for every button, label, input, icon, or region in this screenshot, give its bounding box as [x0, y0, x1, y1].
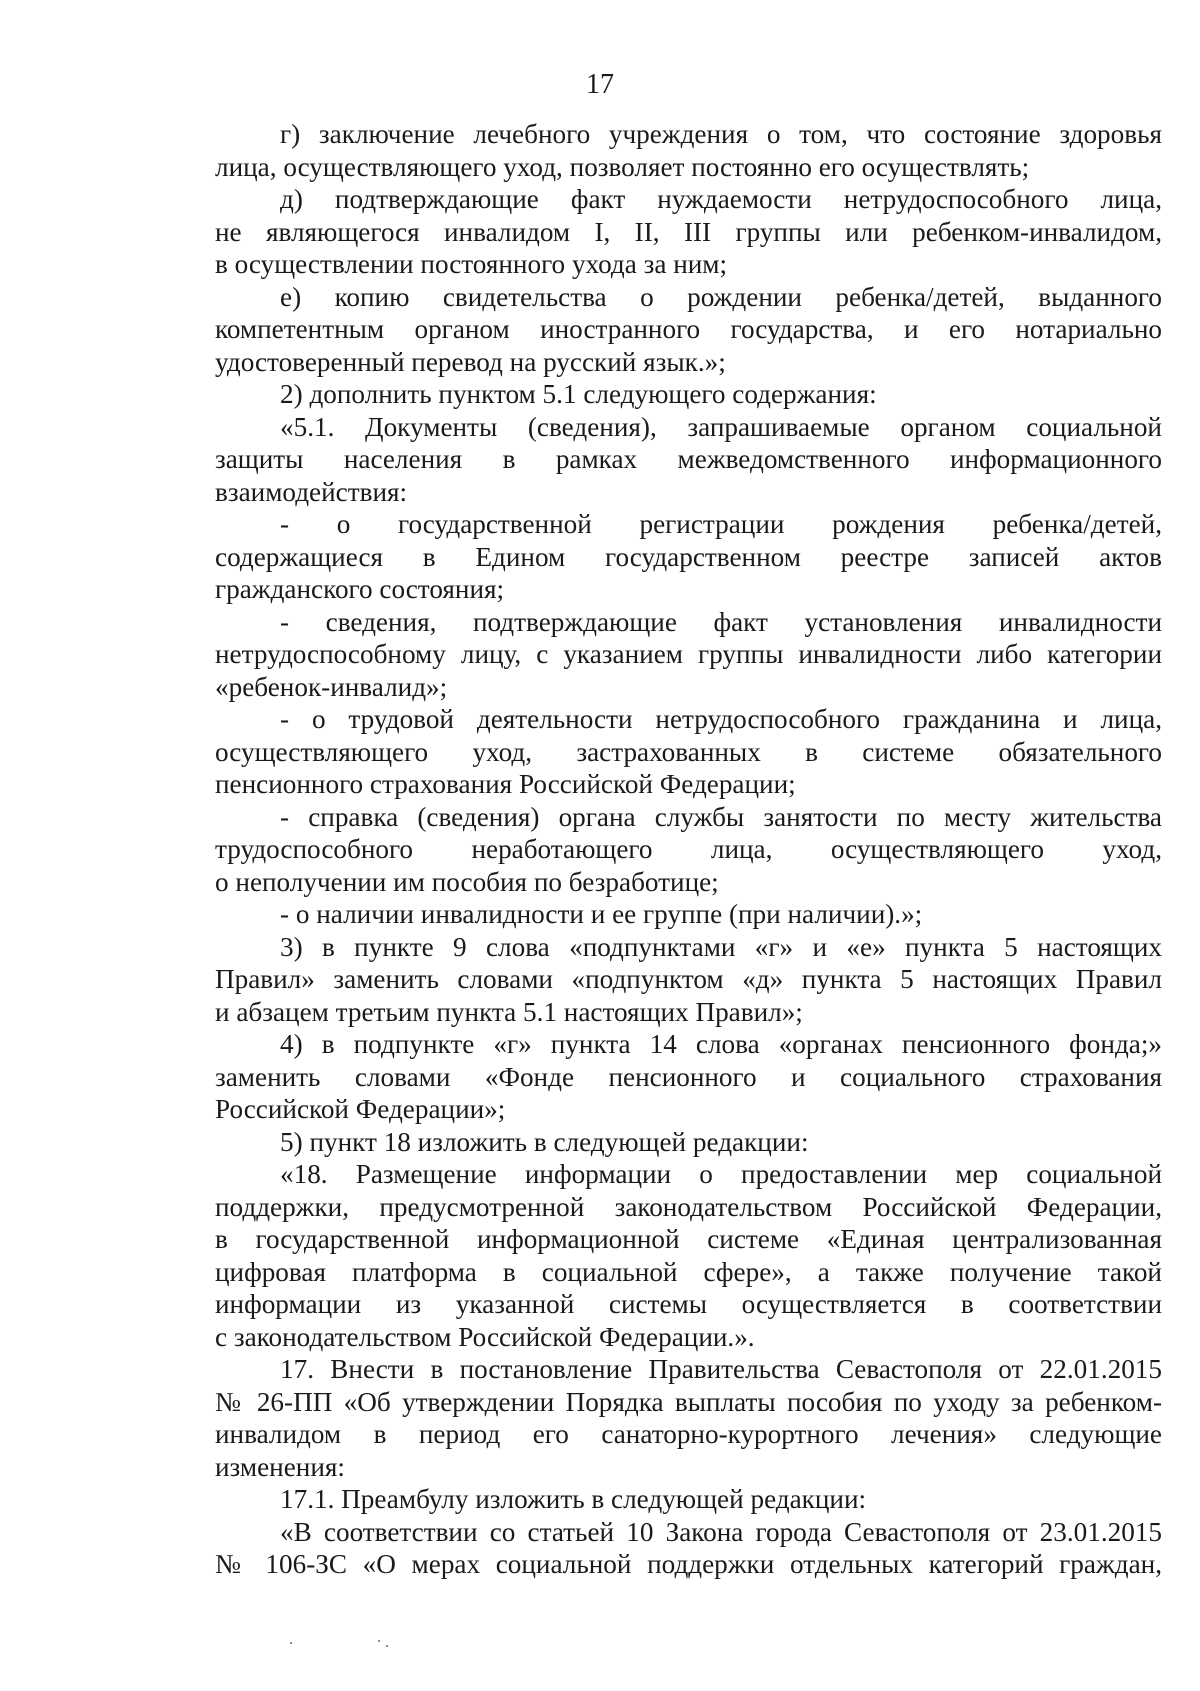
- text-line: 2) дополнить пунктом 5.1 следующего содержания:: [280, 379, 877, 409]
- text-line: г) заключение лечебного учреждения о том, что состояние здоровья: [280, 119, 1162, 149]
- paragraph: [215, 1516, 1162, 1581]
- text-line: в осуществлении постоянного ухода за ним;: [215, 249, 728, 279]
- text-line: поддержки, предусмотренной законодательством Российской Федерации,: [215, 1191, 1162, 1222]
- paragraph: [215, 118, 1162, 183]
- text-line: защиты населения в рамках межведомственного информационного: [215, 444, 1162, 474]
- text-line: - сведения, подтверждающие факт установления инвалидности: [280, 606, 1162, 637]
- text-line: 17.1. Преамбулу изложить в следующей редакции:: [280, 1484, 867, 1514]
- paragraph: [215, 703, 1162, 801]
- text-line: содержащиеся в Едином государственном реестре записей актов: [215, 541, 1162, 572]
- text-line: с законодательством Российской Федерации.».: [215, 1321, 755, 1352]
- text-line: «18. Размещение информации о предоставлении мер социальной: [280, 1159, 1162, 1189]
- paragraph: [215, 801, 1162, 899]
- text-line: гражданского состояния;: [215, 574, 505, 604]
- text-line: в государственной информационной системе «Единая централизованная: [215, 1224, 1162, 1254]
- text-line: компетентным органом иностранного государства, и его нотариально: [215, 314, 1162, 344]
- paragraph: [215, 183, 1162, 281]
- text-line: е) копию свидетельства о рождении ребенка/детей, выданного: [280, 281, 1162, 312]
- text-line: «ребенок-инвалид»;: [215, 671, 448, 702]
- page-number: 17: [586, 69, 614, 100]
- text-line: инвалидом в период его санаторно-курортного лечения» следующие: [215, 1419, 1162, 1449]
- text-line: цифровая платформа в социальной сфере», а также получение такой: [215, 1256, 1162, 1287]
- paragraph: [215, 898, 1162, 931]
- text-line: Правил» заменить словами «подпунктом «д» пункта 5 настоящих Правил: [215, 964, 1162, 994]
- document-body: [215, 118, 1162, 1581]
- text-line: № 26-ПП «Об утверждении Порядка выплаты пособия по уходу за ребенком-: [215, 1386, 1162, 1417]
- text-line: осуществляющего уход, застрахованных в системе обязательного: [215, 736, 1162, 767]
- text-line: и абзацем третьим пункта 5.1 настоящих Правил»;: [215, 996, 803, 1027]
- scan-artifact: [290, 1640, 420, 1648]
- text-line: Российской Федерации»;: [215, 1094, 506, 1124]
- text-line: - о наличии инвалидности и ее группе (при наличии).»;: [280, 899, 923, 929]
- text-line: - о трудовой деятельности нетрудоспособного гражданина и лица,: [280, 704, 1162, 734]
- paragraph: [215, 1483, 1162, 1516]
- text-line: нетрудоспособному лицу, с указанием группы инвалидности либо категории: [215, 639, 1162, 669]
- paragraph: [215, 1028, 1162, 1126]
- text-line: пенсионного страхования Российской Федерации;: [215, 769, 796, 799]
- text-line: трудоспособного неработающего лица, осуществляющего уход,: [215, 834, 1162, 864]
- text-line: - о государственной регистрации рождения ребенка/детей,: [280, 509, 1162, 539]
- text-line: д) подтверждающие факт нуждаемости нетрудоспособного лица,: [280, 184, 1162, 214]
- text-line: информации из указанной системы осуществляется в соответствии: [215, 1289, 1162, 1319]
- text-line: лица, осуществляющего уход, позволяет постоянно его осуществлять;: [215, 151, 1030, 182]
- text-line: 3) в пункте 9 слова «подпунктами «г» и «е» пункта 5 настоящих: [280, 931, 1162, 962]
- text-line: № 106-ЗС «О мерах социальной поддержки отдельных категорий граждан,: [215, 1549, 1162, 1579]
- paragraph: [215, 508, 1162, 606]
- paragraph: [215, 281, 1162, 379]
- text-line: удостоверенный перевод на русский язык.»;: [215, 346, 726, 377]
- text-line: не являющегося инвалидом I, II, III группы или ребенком-инвалидом,: [215, 216, 1162, 247]
- text-line: взаимодействия:: [215, 476, 408, 507]
- text-line: 17. Внести в постановление Правительства Севастополя от 22.01.2015: [280, 1354, 1162, 1384]
- paragraph: [215, 1126, 1162, 1159]
- text-line: - справка (сведения) органа службы занятости по месту жительства: [280, 801, 1162, 832]
- paragraph: [215, 1158, 1162, 1353]
- text-line: о неполучении им пособия по безработице;: [215, 866, 719, 897]
- text-line: «5.1. Документы (сведения), запрашиваемые органом социальной: [280, 411, 1162, 442]
- paragraph: [215, 606, 1162, 704]
- paragraph: [215, 1353, 1162, 1483]
- paragraph: [215, 411, 1162, 509]
- text-line: изменения:: [215, 1451, 345, 1482]
- text-line: заменить словами «Фонде пенсионного и социального страхования: [215, 1061, 1162, 1092]
- text-line: 4) в подпункте «г» пункта 14 слова «органах пенсионного фонда;»: [280, 1029, 1162, 1059]
- text-line: 5) пункт 18 изложить в следующей редакции:: [280, 1126, 809, 1157]
- text-line: «В соответствии со статьей 10 Закона города Севастополя от 23.01.2015: [280, 1516, 1162, 1547]
- paragraph: [215, 378, 1162, 411]
- paragraph: [215, 931, 1162, 1029]
